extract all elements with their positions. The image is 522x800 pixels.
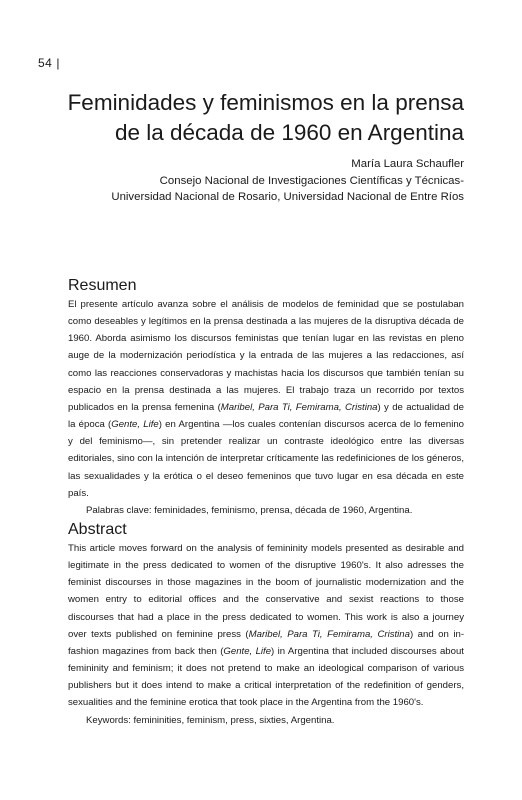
- abstract-body: [68, 540, 464, 712]
- author-name: María Laura Schaufler: [351, 158, 464, 170]
- page-number: [38, 56, 60, 70]
- title-line-1: Feminidades y feminismos en la prensa: [67, 90, 464, 115]
- resumen-body-text-3: ) en Argentina —los cuales contenían discursos acerca de lo femenino y del feminismo—, sin pretender realizar un contraste ideológico entre las diversas editoriales, sino con la intención de interpretar críticamente las redefiniciones de los géneros, las sexualidades y la erótica o el deseo femeninos que tuvo lugar en esa década en este país.: [68, 419, 465, 499]
- resumen-keywords: Palabras clave: feminidades, feminismo, prensa, década de 1960, Argentina.: [86, 504, 413, 516]
- title-line-2: de la década de 1960 en Argentina: [114, 120, 464, 145]
- resumen-body-italic-1: Maribel, Para Ti, Femirama, Cristina: [220, 401, 378, 413]
- author-block: [24, 156, 464, 206]
- abstract-body-italic-1: Maribel, Para Ti, Femirama, Cristina: [248, 628, 410, 640]
- abstract-body-text-2: ) and on in-fashion magazines from back then (: [68, 628, 465, 657]
- abstract-keywords: Keywords: femininities, feminism, press, sixties, Argentina.: [86, 714, 335, 726]
- page-number-value: 54: [38, 56, 53, 70]
- affiliation-line-2: Universidad Nacional de Rosario, Universidad Nacional de Entre Ríos: [111, 191, 464, 203]
- abstract-heading: Abstract: [68, 521, 127, 538]
- resumen-body: [68, 296, 464, 502]
- resumen-body-text-1: El presente artículo avanza sobre el análisis de modelos de feminidad que se postulaban como deseables y legítimos en la prensa destinada a las mujeres de la disruptiva década de 1960. Aborda asimismo los discursos feministas que tenían lugar en las revistas en pleno auge de la modernización periodística y la entrada de las mujeres a las redacciones, así como las reacciones conservadoras y machistas hacia los discursos que también tenían su espacio en la prensa destinada a las mujeres. El trabajo traza un recorrido por textos publicados en la prensa femenina (: [68, 299, 464, 413]
- resumen-section: [68, 276, 464, 519]
- resumen-body-italic-2: Gente, Life: [111, 419, 159, 431]
- abstract-body-text-1: This article moves forward on the analysis of femininity models presented as desirable and legitimate in the press dedicated to women of the disruptive 1960's. It also adresses the feminist discourses in those magazines in the boom of journalistic modernization and the women entry to editorial offices and the conservative and sexist reactions to those discourses that had a place in the press dedicated to women. This work is also a journey over texts published on feminine press (: [68, 543, 464, 640]
- page-number-separator: |: [56, 56, 60, 70]
- abstract-section: [68, 520, 464, 729]
- abstract-body-italic-2: Gente, Life: [223, 645, 272, 657]
- abstract-body-text-3: ) in Argentina that included discourses about femininity and feminism; it does not pretend to make an ideological comparison of various publishers but it does intend to make a critical interpretation of the redefinition of genders, sexualities and the feminine erotica that took place in the Argentina from the 1960's.: [68, 645, 464, 709]
- affiliation-line-1: Consejo Nacional de Investigaciones Científicas y Técnicas-: [159, 174, 464, 187]
- resumen-body-text-2: ) y de actualidad de la época (: [68, 401, 464, 431]
- resumen-heading: Resumen: [68, 277, 137, 294]
- article-title: [34, 88, 464, 148]
